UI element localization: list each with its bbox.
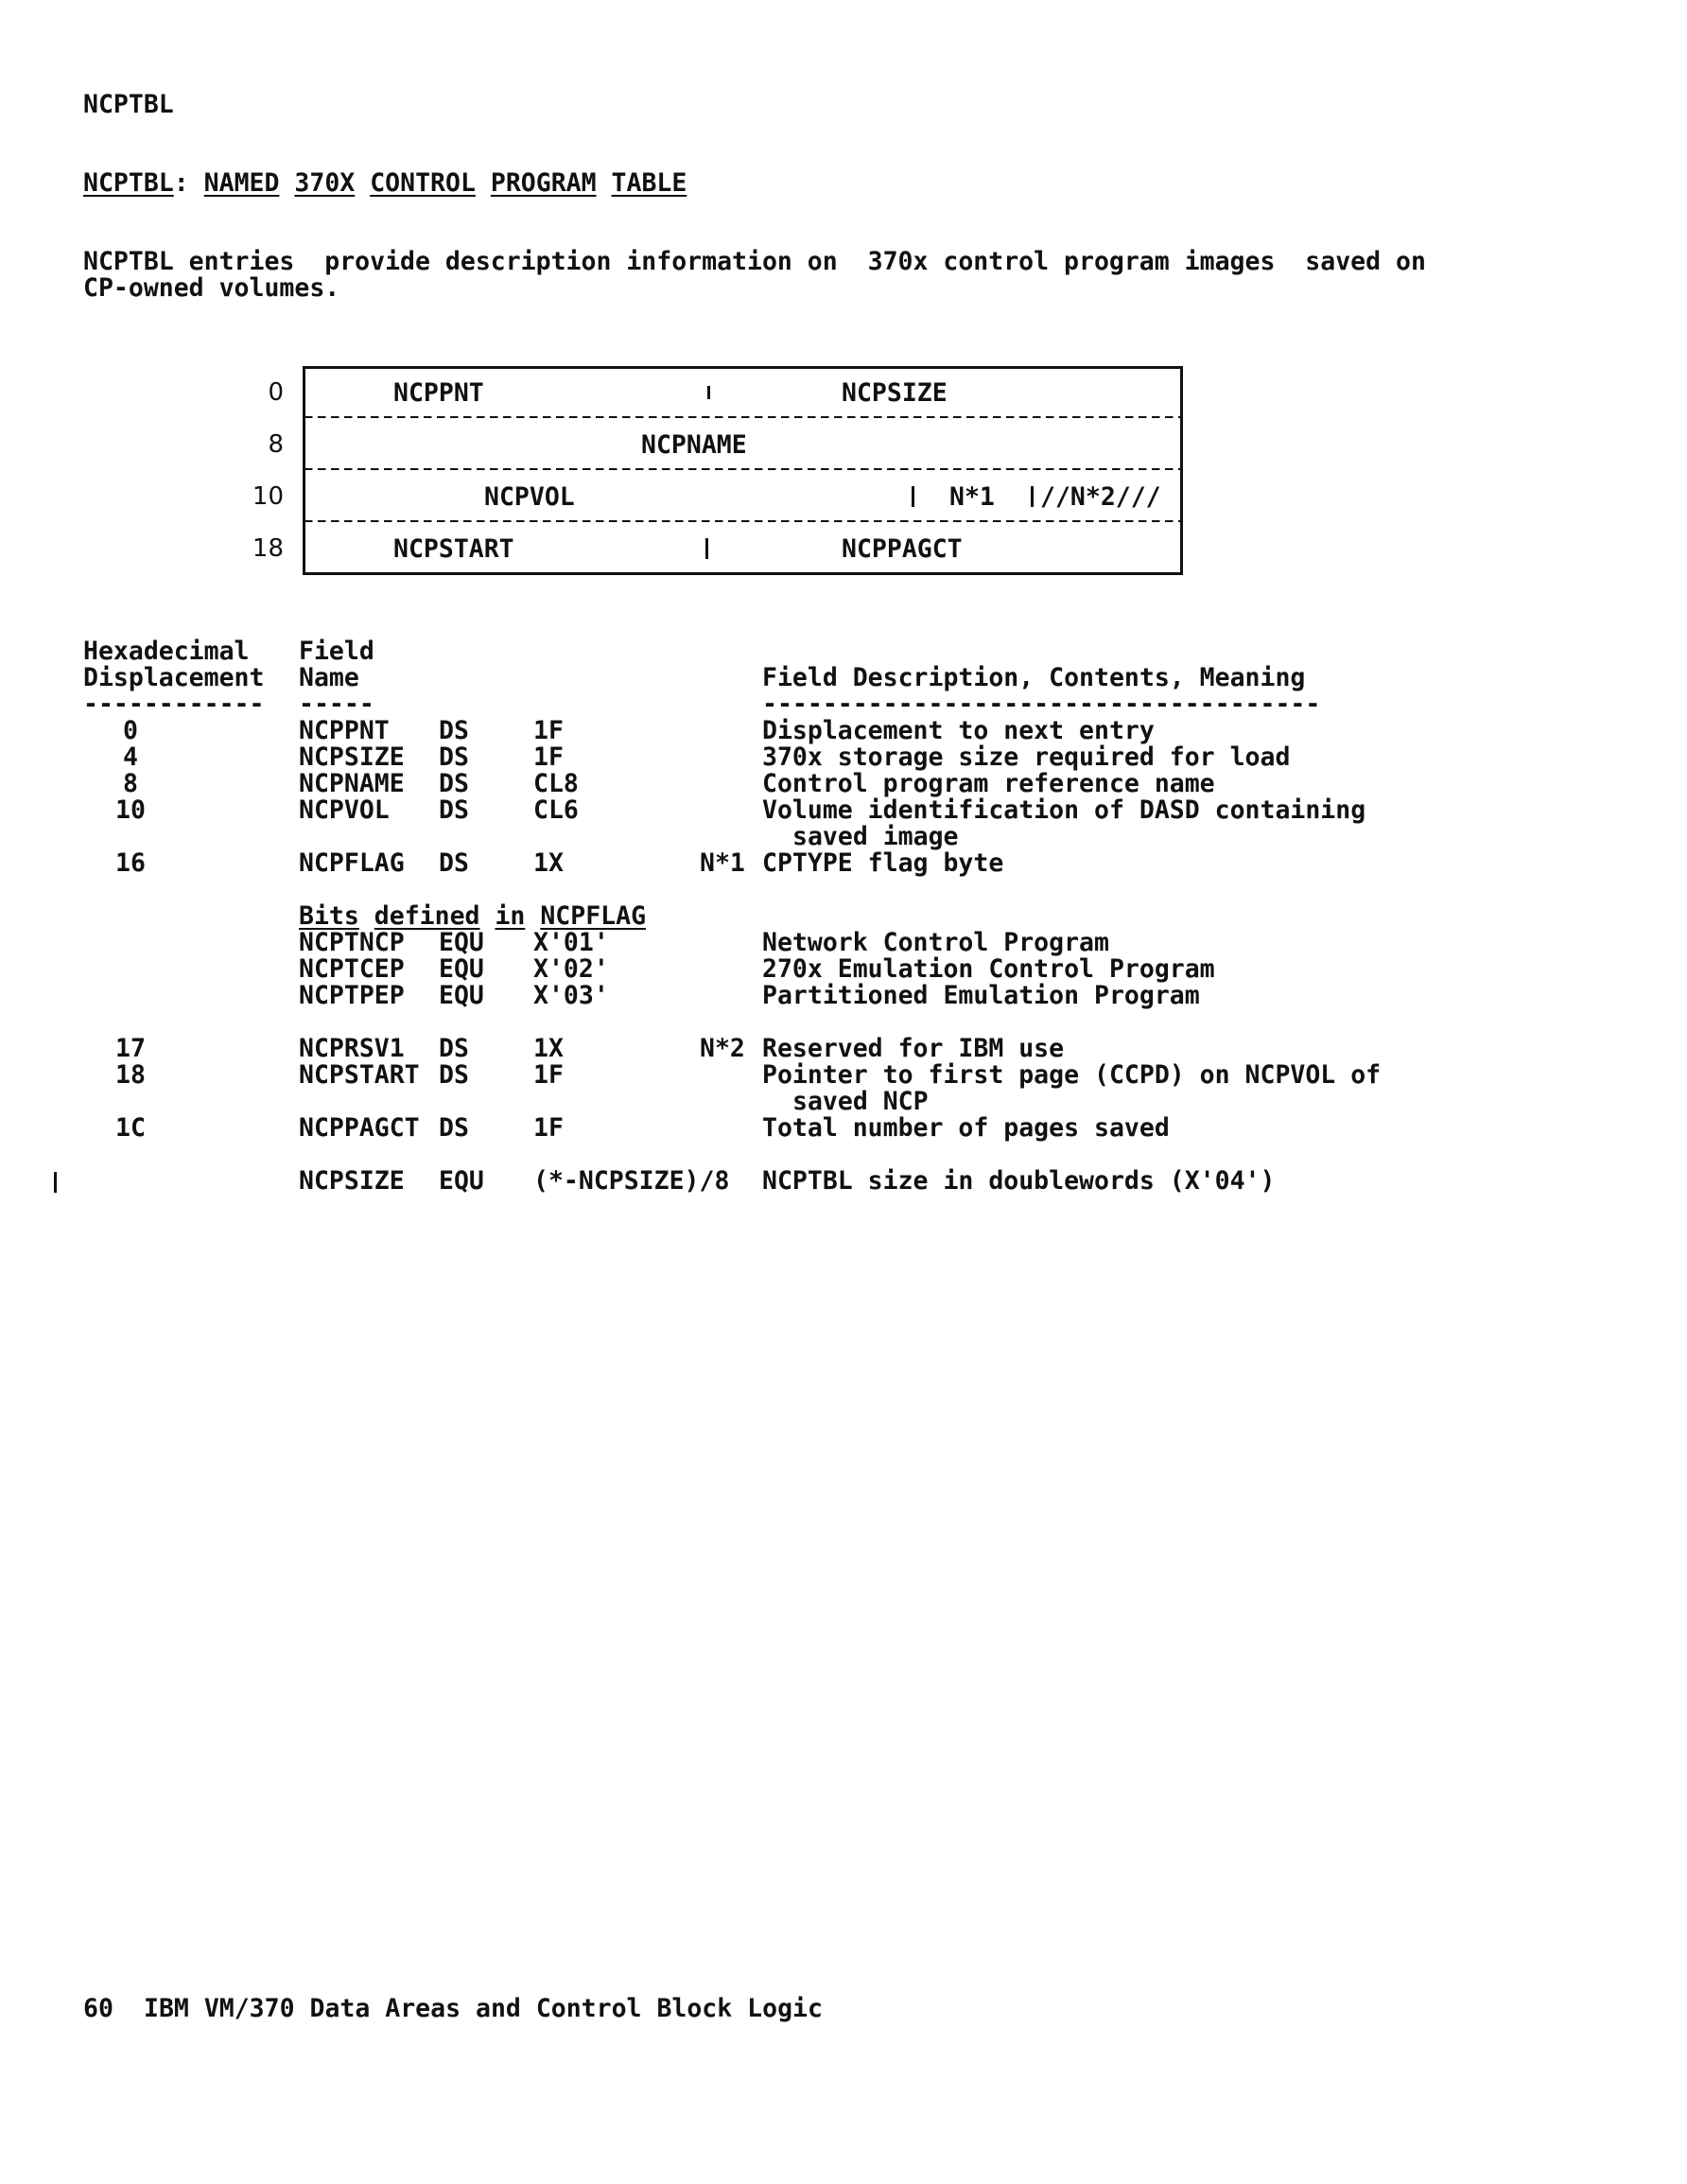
diagram-field-ncpvol: NCPVOL <box>484 482 575 512</box>
row-type: DS <box>439 769 469 798</box>
diagram-offset: 0 <box>268 378 284 407</box>
row-type: DS <box>439 848 469 878</box>
row-displacement: 10 <box>115 795 146 825</box>
row-description-cont: saved NCP <box>792 1087 929 1116</box>
diagram-field-ncppagct: NCPPAGCT <box>842 534 963 564</box>
diagram-offset: 18 <box>252 534 284 563</box>
title-part: : <box>173 168 189 198</box>
diagram-field-separator <box>912 486 914 507</box>
row-length: 1F <box>533 1060 564 1090</box>
footer-title: IBM VM/370 Data Areas and Control Block Logic <box>144 1994 823 2023</box>
running-header: NCPTBL <box>83 90 174 119</box>
row-length: CL8 <box>533 769 579 798</box>
row-field-name: NCPSIZE <box>299 743 405 772</box>
title-part: NAMED <box>203 168 280 198</box>
diagram-row-divider <box>304 468 1182 470</box>
row-field-name: NCPSTART <box>299 1060 420 1090</box>
row-length: CL6 <box>533 795 579 825</box>
bits-heading: Bits defined in NCPFLAG <box>299 901 647 931</box>
row-length: 1F <box>533 716 564 745</box>
diagram-border-left <box>303 366 305 575</box>
bit-value: X'02' <box>533 954 609 984</box>
row-length: 1F <box>533 743 564 772</box>
bit-name: NCPTCEP <box>299 954 405 984</box>
diagram-border-right <box>1180 366 1183 575</box>
size-type: EQU <box>439 1166 484 1196</box>
row-type: DS <box>439 1113 469 1143</box>
row-description: 370x storage size required for load <box>762 743 1291 772</box>
diagram-border-bottom <box>304 572 1182 575</box>
header-field-rule: ----- <box>299 690 374 719</box>
row-displacement: 17 <box>115 1034 146 1063</box>
page-number: 60 <box>83 1994 113 2023</box>
diagram-field-ncpstart: NCPSTART <box>393 534 514 564</box>
row-type: DS <box>439 795 469 825</box>
row-description: Volume identification of DASD containing <box>762 795 1366 825</box>
title-part: CONTROL <box>370 168 476 198</box>
revision-bar <box>54 1172 57 1193</box>
row-type: DS <box>439 1034 469 1063</box>
size-description: NCPTBL size in doublewords (X'04') <box>762 1166 1276 1196</box>
bit-description: 270x Emulation Control Program <box>762 954 1215 984</box>
title-part: NCPTBL <box>83 168 174 198</box>
row-field-name: NCPPNT <box>299 716 390 745</box>
row-description: CPTYPE flag byte <box>762 848 1004 878</box>
diagram-row-divider <box>304 416 1182 418</box>
row-type: DS <box>439 1060 469 1090</box>
row-field-name: NCPPAGCT <box>299 1113 420 1143</box>
diagram-field-ncpsize: NCPSIZE <box>842 378 948 408</box>
row-description: Total number of pages saved <box>762 1113 1170 1143</box>
header-field-1: Field <box>299 637 374 666</box>
bit-description: Network Control Program <box>762 928 1109 957</box>
diagram-border-top <box>304 366 1182 369</box>
row-displacement: 18 <box>115 1060 146 1090</box>
title-part: 370X <box>294 168 356 198</box>
diagram-offset: 10 <box>252 482 284 511</box>
size-expression: (*-NCPSIZE)/8 <box>533 1166 730 1196</box>
row-description: Reserved for IBM use <box>762 1034 1065 1063</box>
row-length: 1X <box>533 1034 564 1063</box>
header-description-rule: ------------------------------------- <box>762 690 1321 719</box>
row-displacement: 16 <box>115 848 146 878</box>
diagram-field-separator <box>705 538 708 559</box>
row-field-name: NCPFLAG <box>299 848 405 878</box>
header-description: Field Description, Contents, Meaning <box>762 663 1306 692</box>
row-description-cont: saved image <box>792 822 959 851</box>
row-displacement: 4 <box>123 743 138 772</box>
header-hex-2: Displacement <box>83 663 265 692</box>
title-part: PROGRAM <box>490 168 597 198</box>
diagram-field-n1: N*1 <box>949 482 995 512</box>
row-field-name: NCPNAME <box>299 769 405 798</box>
row-description: Pointer to first page (CCPD) on NCPVOL of <box>762 1060 1382 1090</box>
row-length: 1F <box>533 1113 564 1143</box>
row-description: Control program reference name <box>762 769 1215 798</box>
row-note: N*2 <box>700 1034 745 1063</box>
row-displacement: 8 <box>123 769 138 798</box>
bit-type: EQU <box>439 981 484 1010</box>
diagram-field-n2: //N*2/// <box>1040 482 1161 512</box>
diagram-row-divider <box>304 520 1182 522</box>
title-part: TABLE <box>611 168 687 198</box>
row-note: N*1 <box>700 848 745 878</box>
row-length: 1X <box>533 848 564 878</box>
header-hex-1: Hexadecimal <box>83 637 250 666</box>
row-type: DS <box>439 716 469 745</box>
row-type: DS <box>439 743 469 772</box>
row-displacement: 1C <box>115 1113 146 1143</box>
bit-description: Partitioned Emulation Program <box>762 981 1200 1010</box>
row-field-name: NCPVOL <box>299 795 390 825</box>
size-name: NCPSIZE <box>299 1166 405 1196</box>
bit-name: NCPTNCP <box>299 928 405 957</box>
row-field-name: NCPRSV1 <box>299 1034 405 1063</box>
header-hex-rule: ------------ <box>83 690 265 719</box>
diagram-field-separator <box>707 386 710 399</box>
section-title <box>83 170 687 197</box>
bit-type: EQU <box>439 954 484 984</box>
row-displacement: 0 <box>123 716 138 745</box>
diagram-field-ncppnt: NCPPNT <box>393 378 484 408</box>
row-description: Displacement to next entry <box>762 716 1155 745</box>
diagram-field-ncpname: NCPNAME <box>641 430 747 460</box>
header-field-2: Name <box>299 663 359 692</box>
bit-value: X'01' <box>533 928 609 957</box>
diagram-field-separator <box>1031 486 1034 507</box>
intro-line-1: NCPTBL entries provide description information on 370x control program images saved on <box>83 247 1426 276</box>
intro-line-2: CP-owned volumes. <box>83 273 340 303</box>
bit-name: NCPTPEP <box>299 981 405 1010</box>
bit-value: X'03' <box>533 981 609 1010</box>
bit-type: EQU <box>439 928 484 957</box>
diagram-offset: 8 <box>268 430 284 459</box>
